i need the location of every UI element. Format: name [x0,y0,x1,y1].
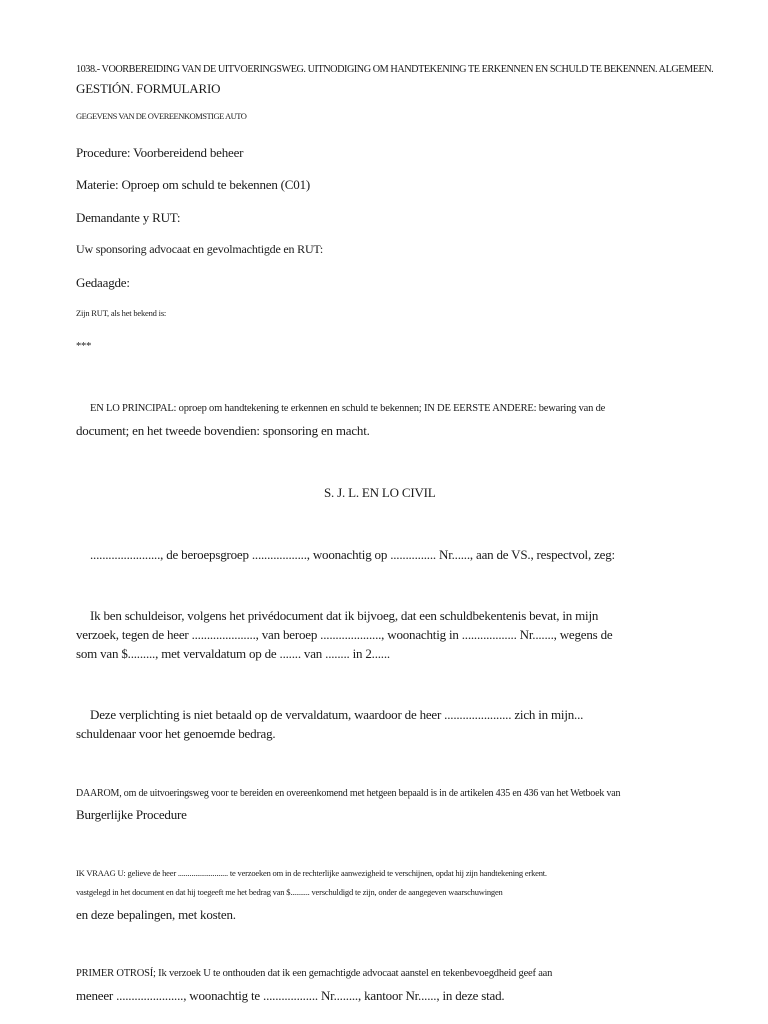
vraag-line-2: vastgelegd in het document en dat hij toegeeft me het bedrag van $.......... verschuldigd te zijn, onder de aangegeven waarschuwingen [76,887,503,897]
intro-line: ......................., de beroepsgroep .................., woonachtig op ............... Nr......, aan de VS., respectvol, zeg: [90,547,615,562]
para2-line-1: Deze verplichting is niet betaald op de vervaldatum, waardoor de heer ...................... zich in mijn... [90,707,584,722]
para2-line-2: schuldenaar voor het genoemde bedrag. [76,726,276,741]
court-title: S. J. L. EN LO CIVIL [324,485,436,500]
principal-line-2: document; en het tweede bovendien: sponsoring en macht. [76,423,370,438]
header-line: 1038.- VOORBEREIDING VAN DE UITVOERINGSWEG. UITNODIGING OM HANDTEKENING TE ERKENNEN EN SCHULD TE BEKENNEN. ALGEMEEN. [76,63,714,75]
daarom-line-1: DAAROM, om de uitvoeringsweg voor te bereiden en overeenkomend met hetgeen bepaald is in de artikelen 435 en 436 van het Wetboek van [76,788,621,799]
para1-line-1: Ik ben schuldeisor, volgens het privédocument dat ik bijvoeg, dat een schuldbekentenis bevat, in mijn [90,608,599,623]
section-heading: GEGEVENS VAN DE OVEREENKOMSTIGE AUTO [76,111,247,121]
field-rut: Zijn RUT, als het bekend is: [76,308,167,318]
para1-line-2: verzoek, tegen de heer ....................., van beroep ...................., woonachtig in .................. Nr......., wegens de [76,627,613,642]
field-procedure: Procedure: Voorbereidend beheer [76,145,244,160]
header-subtitle: GESTIÓN. FORMULARIO [76,81,221,96]
otrosi-line-1: PRIMER OTROSÍ; Ik verzoek U te onthouden dat ik een gemachtigde advocaat aanstel en tekenbevoegdheid geef aan [76,968,553,979]
vraag-line-1: IK VRAAG U: gelieve de heer .......................... te verzoeken om in de rechterlijke aanwezigheid te verschijnen, opdat hij zijn handtekening erkent. [76,868,547,878]
principal-line-1: EN LO PRINCIPAL: oproep om handtekening te erkennen en schuld te bekennen; IN DE EERSTE ANDERE: bewaring van de [90,403,606,414]
otrosi-line-2: meneer ......................, woonachtig te .................. Nr........, kantoor Nr......, in deze stad. [76,988,505,1003]
vraag-line-3: en deze bepalingen, met kosten. [76,907,236,922]
field-materie: Materie: Oproep om schuld te bekennen (C01) [76,177,310,192]
daarom-line-2: Burgerlijke Procedure [76,807,187,822]
para1-line-3: som van $........., met vervaldatum op de ....... van ........ in 2...... [76,646,390,661]
separator: *** [76,341,92,352]
field-advocaat: Uw sponsoring advocaat en gevolmachtigde en RUT: [76,242,324,256]
field-demandante: Demandante y RUT: [76,210,181,225]
field-gedaagde: Gedaagde: [76,275,130,290]
